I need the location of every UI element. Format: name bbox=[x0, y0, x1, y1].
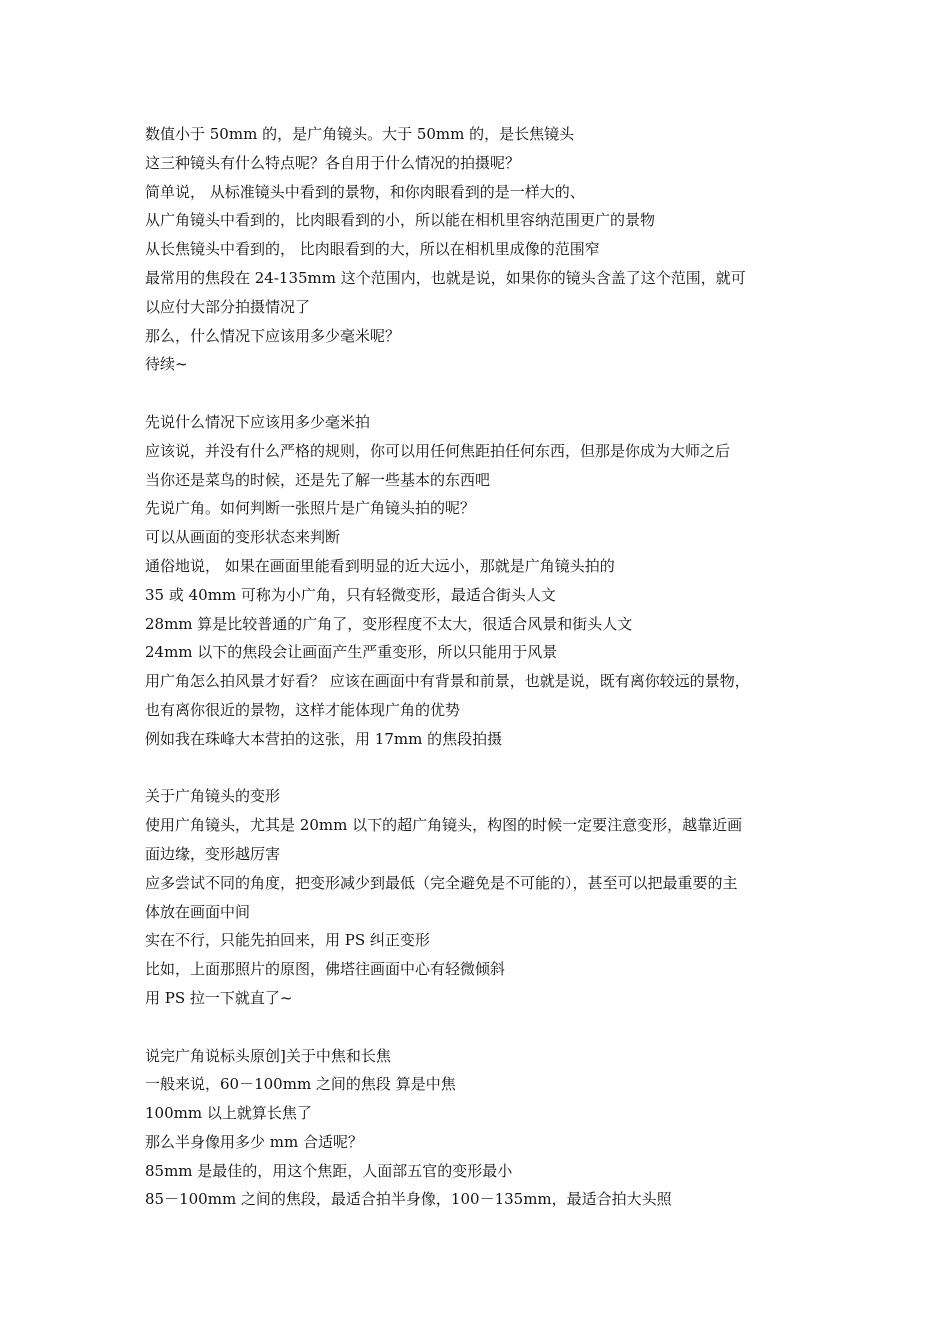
text-line: 应多尝试不同的角度，把变形减少到最低（完全避免是不可能的），甚至可以把最重要的主 bbox=[145, 873, 738, 892]
paragraph-telephoto bbox=[145, 1042, 820, 1215]
text-line: 85－100mm 之间的焦段，最适合拍半身像，100－135mm，最适合拍大头照 bbox=[145, 1190, 672, 1209]
text-line: 也有离你很近的景物，这样才能体现广角的优势 bbox=[145, 700, 461, 719]
text-line: 先说什么情况下应该用多少毫米拍 bbox=[145, 412, 371, 431]
text-line: 通俗地说， 如果在画面里能看到明显的近大远小，那就是广角镜头拍的 bbox=[145, 556, 615, 575]
text-line: 面边缘，变形越厉害 bbox=[145, 844, 281, 863]
text-line: 35 或 40mm 可称为小广角，只有轻微变形，最适合街头人文 bbox=[145, 585, 556, 604]
text-line: 例如我在珠峰大本营拍的这张，用 17mm 的焦段拍摄 bbox=[145, 729, 503, 748]
text-line: 用 PS 拉一下就直了~ bbox=[145, 988, 293, 1007]
text-line: 待续~ bbox=[145, 355, 188, 374]
text-line: 先说广角。如何判断一张照片是广角镜头拍的呢？ bbox=[145, 499, 476, 518]
paragraph-spacer bbox=[145, 1013, 820, 1042]
text-line: 可以从画面的变形状态来判断 bbox=[145, 528, 341, 547]
text-line: 数值小于 50mm 的，是广角镜头。大于 50mm 的，是长焦镜头 bbox=[145, 125, 575, 143]
paragraph-spacer bbox=[145, 754, 820, 783]
text-line: 那么，什么情况下应该用多少毫米呢？ bbox=[145, 326, 401, 345]
text-line: 那么半身像用多少 mm 合适呢？ bbox=[145, 1132, 363, 1151]
text-line: 从长焦镜头中看到的， 比肉眼看到的大，所以在相机里成像的范围窄 bbox=[145, 240, 600, 259]
text-line: 28mm 算是比较普通的广角了，变形程度不太大，很适合风景和街头人文 bbox=[145, 614, 633, 633]
text-line: 85mm 是最佳的，用这个焦距，人面部五官的变形最小 bbox=[145, 1161, 513, 1180]
paragraph-distortion bbox=[145, 782, 820, 1012]
text-line: 从广角镜头中看到的，比肉眼看到的小，所以能在相机里容纳范围更广的景物 bbox=[145, 211, 656, 230]
text-line: 这三种镜头有什么特点呢？各自用于什么情况的拍摄呢？ bbox=[145, 153, 521, 172]
text-line: 实在不行，只能先拍回来，用 PS 纠正变形 bbox=[145, 931, 430, 950]
text-line: 最常用的焦段在 24-135mm 这个范围内，也就是说，如果你的镜头含盖了这个范围，就可 bbox=[145, 268, 746, 287]
text-line: 应该说，并没有什么严格的规则，你可以用任何焦距拍任何东西，但那是你成为大师之后 bbox=[145, 441, 731, 460]
paragraph-wide-angle bbox=[145, 408, 820, 754]
text-line: 使用广角镜头，尤其是 20mm 以下的超广角镜头，构图的时候一定要注意变形，越靠近画 bbox=[145, 816, 743, 835]
paragraph-lens-types bbox=[145, 120, 820, 379]
text-line: 以应付大部分拍摄情况了 bbox=[145, 297, 311, 316]
paragraph-spacer bbox=[145, 379, 820, 408]
text-line: 当你还是菜鸟的时候，还是先了解一些基本的东西吧 bbox=[145, 470, 491, 489]
text-line: 说完广角说标头原创]关于中焦和长焦 bbox=[145, 1046, 391, 1065]
text-line: 24mm 以下的焦段会让画面产生严重变形，所以只能用于风景 bbox=[145, 643, 558, 662]
text-line: 体放在画面中间 bbox=[145, 902, 251, 921]
text-line: 关于广角镜头的变形 bbox=[145, 787, 281, 806]
text-line: 一般来说，60－100mm 之间的焦段 算是中焦 bbox=[145, 1075, 456, 1094]
text-line: 用广角怎么拍风景才好看？ 应该在画面中有背景和前景，也就是说，既有离你较远的景物， bbox=[145, 672, 750, 691]
text-line: 比如，上面那照片的原图，佛塔往画面中心有轻微倾斜 bbox=[145, 960, 506, 979]
text-line: 100mm 以上就算长焦了 bbox=[145, 1104, 312, 1123]
document-body bbox=[145, 120, 820, 1214]
text-line: 简单说， 从标准镜头中看到的景物，和你肉眼看到的是一样大的、 bbox=[145, 182, 585, 201]
